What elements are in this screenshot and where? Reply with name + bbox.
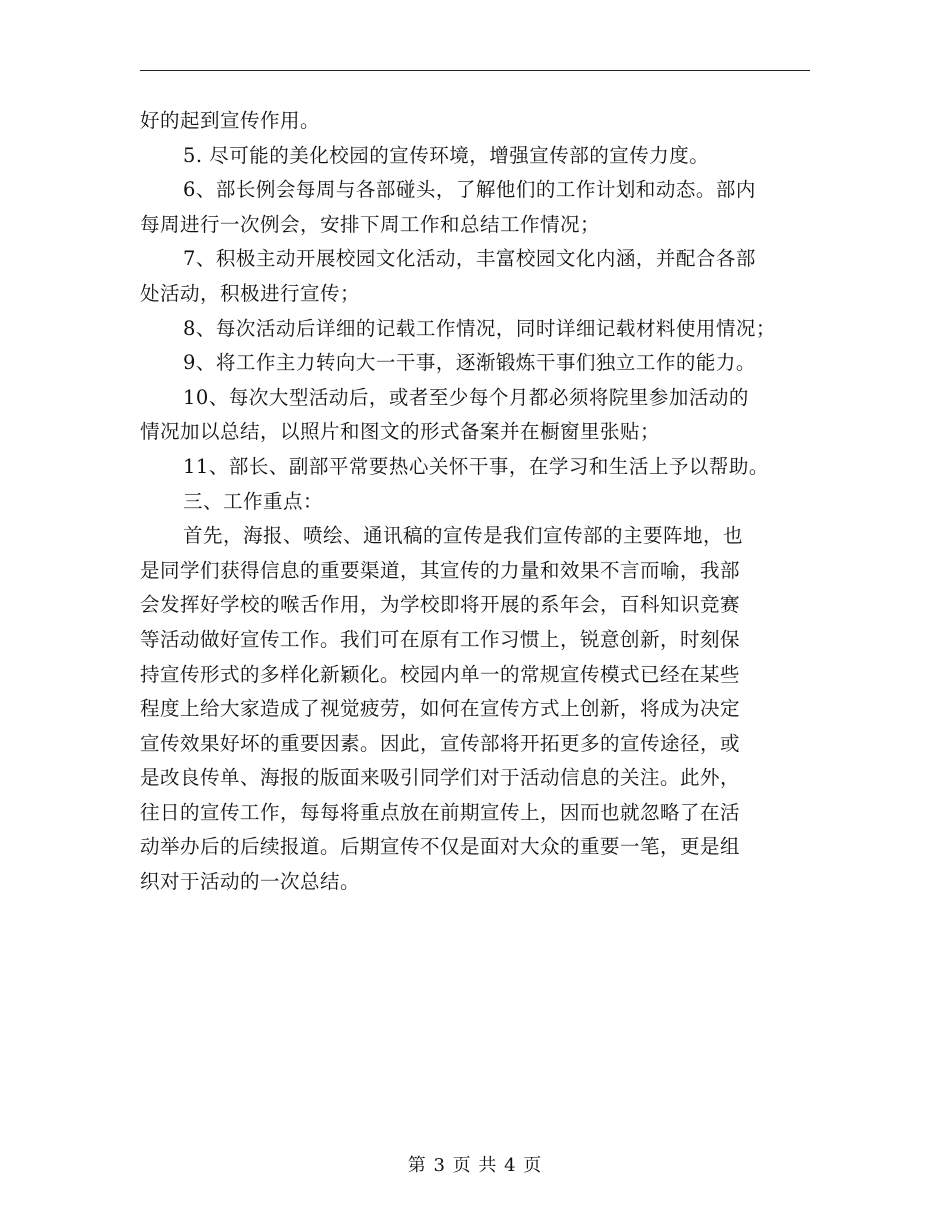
text-line: 宣传效果好坏的重要因素。因此，宣传部将开拓更多的宣传途径，或	[140, 731, 741, 755]
text-line: 动举办后的后续报道。后期宣传不仅是面对大众的重要一笔，更是组	[140, 835, 741, 859]
text-line: 等活动做好宣传工作。我们可在原有工作习惯上，锐意创新，时刻保	[140, 627, 741, 651]
text-line: 9、将工作主力转向大一干事，逐渐锻炼干事们独立工作的能力。	[183, 351, 756, 375]
text-line: 好的起到宣传作用。	[140, 109, 321, 132]
text-line: 情况加以总结，以照片和图文的形式备案并在橱窗里张贴；	[140, 420, 661, 444]
text-line: 10、每次大型活动后，或者至少每个月都必须将院里参加活动的	[183, 385, 749, 409]
text-line: 是同学们获得信息的重要渠道，其宣传的力量和效果不言而喻，我部	[140, 558, 741, 582]
text-line: 往日的宣传工作，每每将重点放在前期宣传上，因而也就忽略了在活	[140, 800, 741, 824]
document-body	[140, 104, 812, 900]
text-line: 持宣传形式的多样化新颖化。校园内单一的常规宣传模式已经在某些	[140, 662, 741, 686]
text-line: 处活动，积极进行宣传；	[140, 281, 361, 305]
text-line: 7、积极主动开展校园文化活动，丰富校园文化内涵，并配合各部	[183, 247, 756, 271]
text-line: 三、工作重点：	[183, 489, 324, 513]
header-rule	[140, 70, 810, 71]
text-line: 6、部长例会每周与各部碰头，了解他们的工作计划和动态。部内	[183, 178, 756, 202]
text-line: 会发挥好学校的喉舌作用，为学校即将开展的系年会，百科知识竞赛	[140, 593, 741, 617]
text-line: 是改良传单、海报的版面来吸引同学们对于活动信息的关注。此外，	[140, 766, 741, 790]
text-line: 每周进行一次例会，安排下周工作和总结工作情况；	[140, 212, 601, 236]
text-line: 8、每次活动后详细的记载工作情况，同时详细记载材料使用情况；	[183, 316, 776, 340]
text-line: 织对于活动的一次总结。	[140, 870, 361, 894]
text-line: 首先，海报、喷绘、通讯稿的宣传是我们宣传部的主要阵地，也	[183, 524, 744, 548]
page-number-footer: 第 3 页 共 4 页	[407, 1155, 543, 1176]
text-line: 11、部长、副部平常要热心关怀干事，在学习和生活上予以帮助。	[183, 454, 769, 478]
text-line: 程度上给大家造成了视觉疲劳，如何在宣传方式上创新，将成为决定	[140, 697, 741, 721]
text-line: 5. 尽可能的美化校园的宣传环境，增强宣传部的宣传力度。	[183, 143, 710, 167]
